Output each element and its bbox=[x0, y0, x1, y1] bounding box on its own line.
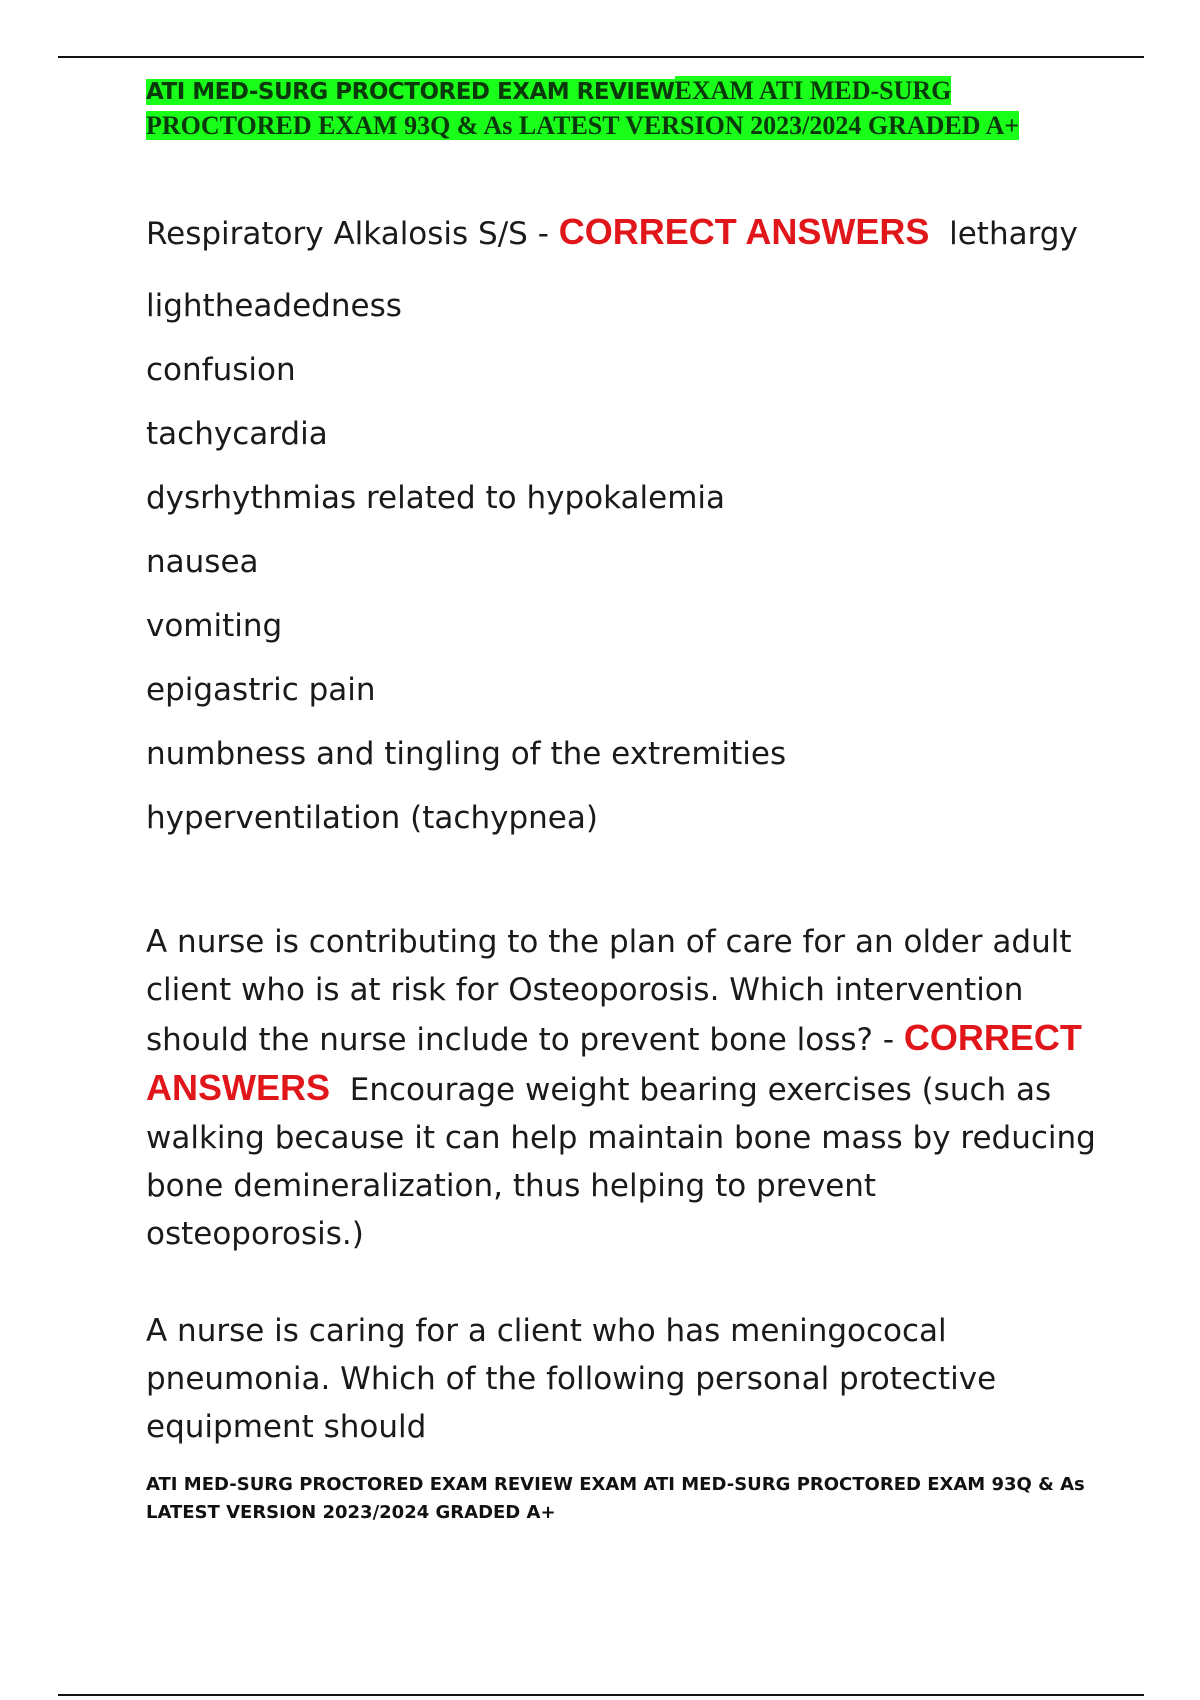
question-prompt: A nurse is caring for a client who has meningococal pneumonia. Which of the following personal protective equipment should bbox=[146, 1313, 997, 1445]
answer-item: lightheadedness bbox=[146, 288, 402, 324]
question-prompt: Respiratory Alkalosis S/S - bbox=[146, 216, 559, 252]
answer-item: epigastric pain bbox=[146, 672, 376, 708]
question-prompt: A nurse is contributing to the plan of care for an older adult client who is at risk for Osteoporosis. Which intervention should the nurse include to prevent bone loss? - bbox=[146, 924, 1072, 1058]
question-respiratory-alkalosis bbox=[146, 210, 1096, 850]
document-title bbox=[146, 74, 1096, 143]
top-rule bbox=[58, 56, 1144, 58]
answer-item: lethargy bbox=[949, 216, 1078, 252]
page-footer: ATI MED-SURG PROCTORED EXAM REVIEW EXAM ATI MED-SURG PROCTORED EXAM 93Q & As LATEST VERSION 2023/2024 GRADED A+ bbox=[146, 1474, 1085, 1523]
answer-item: nausea bbox=[146, 544, 259, 580]
title-serif-part: EXAM ATI MED-SURG PROCTORED EXAM 93Q & As LATEST VERSION 2023/2024 GRADED A+ bbox=[146, 76, 1020, 140]
answer-item: dysrhythmias related to hypokalemia bbox=[146, 480, 725, 516]
question-meningococcal bbox=[146, 1307, 1096, 1451]
correct-answers-label: CORRECT ANSWERS bbox=[146, 1017, 1082, 1108]
question-prompt-line bbox=[146, 210, 1096, 254]
answer-item: hyperventilation (tachypnea) bbox=[146, 800, 598, 836]
answer-text: Encourage weight bearing exercises (such as walking because it can help maintain bone mass by reducing bone demineralization, thus helping to prevent osteoporosis.) bbox=[146, 1072, 1096, 1252]
question-paragraph bbox=[146, 918, 1096, 1258]
question-osteoporosis bbox=[146, 918, 1096, 1258]
answer-item: numbness and tingling of the extremities bbox=[146, 736, 787, 772]
answer-item: confusion bbox=[146, 352, 296, 388]
bottom-rule bbox=[58, 1694, 1144, 1696]
answer-item: tachycardia bbox=[146, 416, 328, 452]
correct-answers-label: CORRECT ANSWERS bbox=[558, 211, 930, 252]
title-sans-part: ATI MED-SURG PROCTORED EXAM REVIEW bbox=[146, 79, 675, 105]
answer-item: vomiting bbox=[146, 608, 283, 644]
